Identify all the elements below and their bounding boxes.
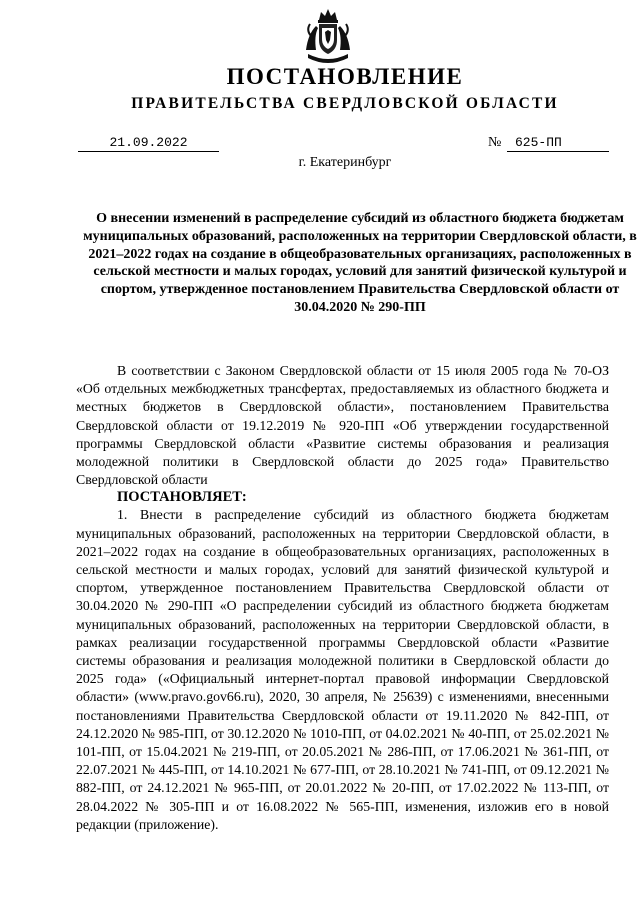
document-number: 625-ПП bbox=[507, 134, 609, 152]
document-date: 21.09.2022 bbox=[78, 134, 219, 152]
issuing-city: г. Екатеринбург bbox=[298, 155, 392, 170]
decree-word: ПОСТАНОВЛЯЕТ: bbox=[117, 489, 247, 506]
document-body bbox=[76, 362, 609, 834]
document-heading: О внесении изменений в распределение субсидий из областного бюджета бюджетам муниципальных образований, расположенных на территории Свердловской области, в 2021–2022 годах на создание в общеобразовательных организациях, расположенных в сельской местности и малых городах, условий для занятий физической культурой и спортом, утвержденное постановлением Правительства Свердловской области от 30.04.2020 № 290-ПП bbox=[83, 211, 637, 315]
clause-paragraph: 1. Внести в распределение субсидий из областного бюджета бюджетам муниципальных образований, расположенных на территории Свердловской области, в 2021–2022 годах на создание в общеобразовательных организациях, расположенных в сельской местности и малых городах, условий для занятий физической культурой и спортом, утвержденное постановлением Правительства Свердловской области от 30.04.2020 № 290-ПП «О распределении субсидий из областного бюджета бюджетам муниципальных образований, расположенных на территории Свердловской области, в рамках реализации государственной программы Свердловской области «Развитие системы образования и реализация молодежной политики в Свердловской области до 2025 года» («Официальный интернет-портал правовой информации Свердловской области» (www.pravo.gov66.ru), 2020, 30 апреля, № 25639) с изменениями, внесенными постановлениями Правительства Свердловской области от 19.11.2020 № 842-ПП, от 24.12.2020 № 985-ПП, от 30.12.2020 № 1010-ПП, от 04.02.2021 № 40-ПП, от 25.02.2021 № 101-ПП, от 15.04.2021 № 219-ПП, от 20.05.2021 № 286-ПП, от 17.06.2021 № 361-ПП, от 22.07.2021 № 445-ПП, от 14.10.2021 № 677-ПП, от 28.10.2021 № 741-ПП, от 09.12.2021 № 882-ПП, от 24.12.2021 № 965-ПП, от 20.01.2022 № 20-ПП, от 17.02.2022 № 113-ПП, от 28.04.2022 № 305-ПП и от 16.08.2022 № 565-ПП, изменения, изложив его в новой редакции (приложение). bbox=[76, 507, 609, 832]
preamble-paragraph: В соответствии с Законом Свердловской области от 15 июля 2005 года № 70-ОЗ «Об отдельных межбюджетных трансфертах, предоставляемых из областного бюджета и местных бюджетов в Свердловской области», постановлением Правительства Свердловской области от 19.12.2019 № 920-ПП «Об утверждении государственной программы Свердловской области «Развитие системы образования и реализация молодежной политики в Свердловской области до 2025 года» Правительство Свердловской области bbox=[76, 363, 609, 488]
document-title: ПОСТАНОВЛЕНИЕ bbox=[226, 64, 464, 89]
issuing-authority: ПРАВИТЕЛЬСТВА СВЕРДЛОВСКОЙ ОБЛАСТИ bbox=[131, 95, 559, 112]
number-sign: № bbox=[488, 135, 502, 150]
coat-of-arms-emblem bbox=[302, 6, 354, 68]
